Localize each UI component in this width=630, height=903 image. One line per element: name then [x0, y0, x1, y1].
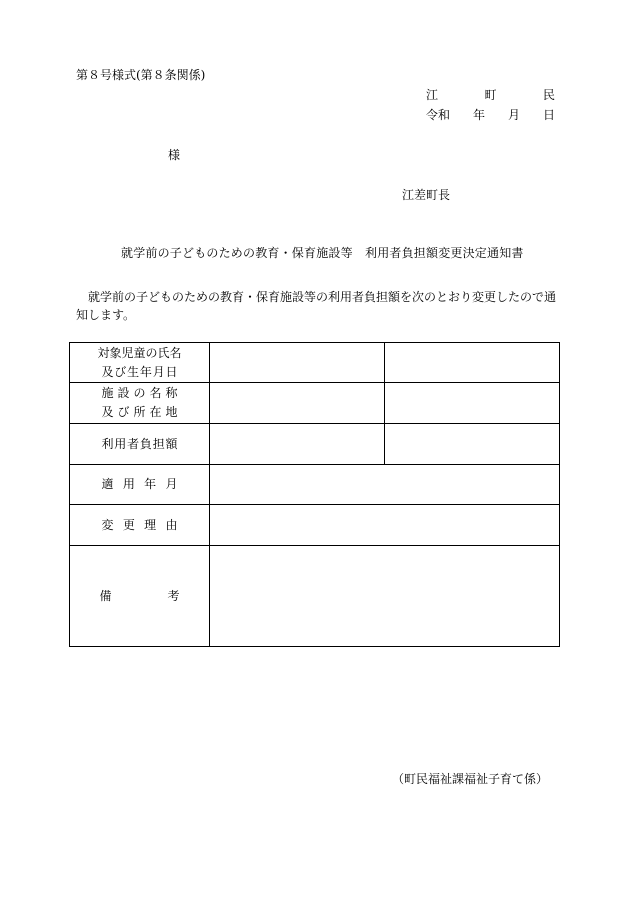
footer-note: （町民福祉課福祉子育て係）: [391, 772, 548, 786]
label-line: 及び生年月日: [101, 364, 178, 379]
label-line: 及び所在地: [101, 405, 178, 419]
date-era: 令和: [426, 108, 451, 122]
remarks-cell: [210, 546, 560, 647]
table-row: [70, 505, 560, 546]
facility-label: [70, 383, 210, 424]
address-label: [426, 86, 555, 103]
change-reason-cell: [210, 505, 560, 546]
table-row: [70, 343, 560, 383]
remarks-label: 備考: [70, 546, 210, 647]
child-name-label: [70, 343, 210, 383]
apply-month-label: 適用年月: [70, 465, 210, 505]
date-line: [426, 106, 555, 123]
label-line: 対象児童の氏名: [97, 345, 182, 360]
form-number: 第８号様式(第８条関係): [76, 68, 206, 82]
child-birthdate-cell: [385, 343, 560, 383]
address-char: 民: [542, 88, 555, 102]
fee-after-cell: [385, 424, 560, 465]
issuer-name: 江差町長: [402, 188, 451, 202]
date-month: 月: [507, 108, 520, 122]
facility-name-cell: [210, 383, 385, 424]
fee-before-cell: [210, 424, 385, 465]
address-char: 江: [426, 88, 439, 102]
date-day: 日: [542, 108, 555, 122]
table-row: [70, 424, 560, 465]
fee-label: 利用者負担額: [70, 424, 210, 465]
table-row: [70, 546, 560, 647]
info-table: [69, 342, 560, 647]
address-char: 町: [484, 88, 497, 102]
recipient-honorific: 様: [168, 148, 181, 162]
facility-address-cell: [385, 383, 560, 424]
table-row: [70, 383, 560, 424]
table-row: [70, 465, 560, 505]
label-line: 施設の名称: [101, 386, 178, 400]
document-title: 就学前の子どものための教育・保育施設等 利用者負担額変更決定通知書: [121, 246, 524, 260]
change-reason-label: 変更理由: [70, 505, 210, 546]
child-name-cell: [210, 343, 385, 383]
body-text: 就学前の子どものための教育・保育施設等の利用者負担額を次のとおり変更したので通知します。: [76, 290, 557, 322]
apply-month-cell: [210, 465, 560, 505]
date-year: 年: [472, 108, 485, 122]
